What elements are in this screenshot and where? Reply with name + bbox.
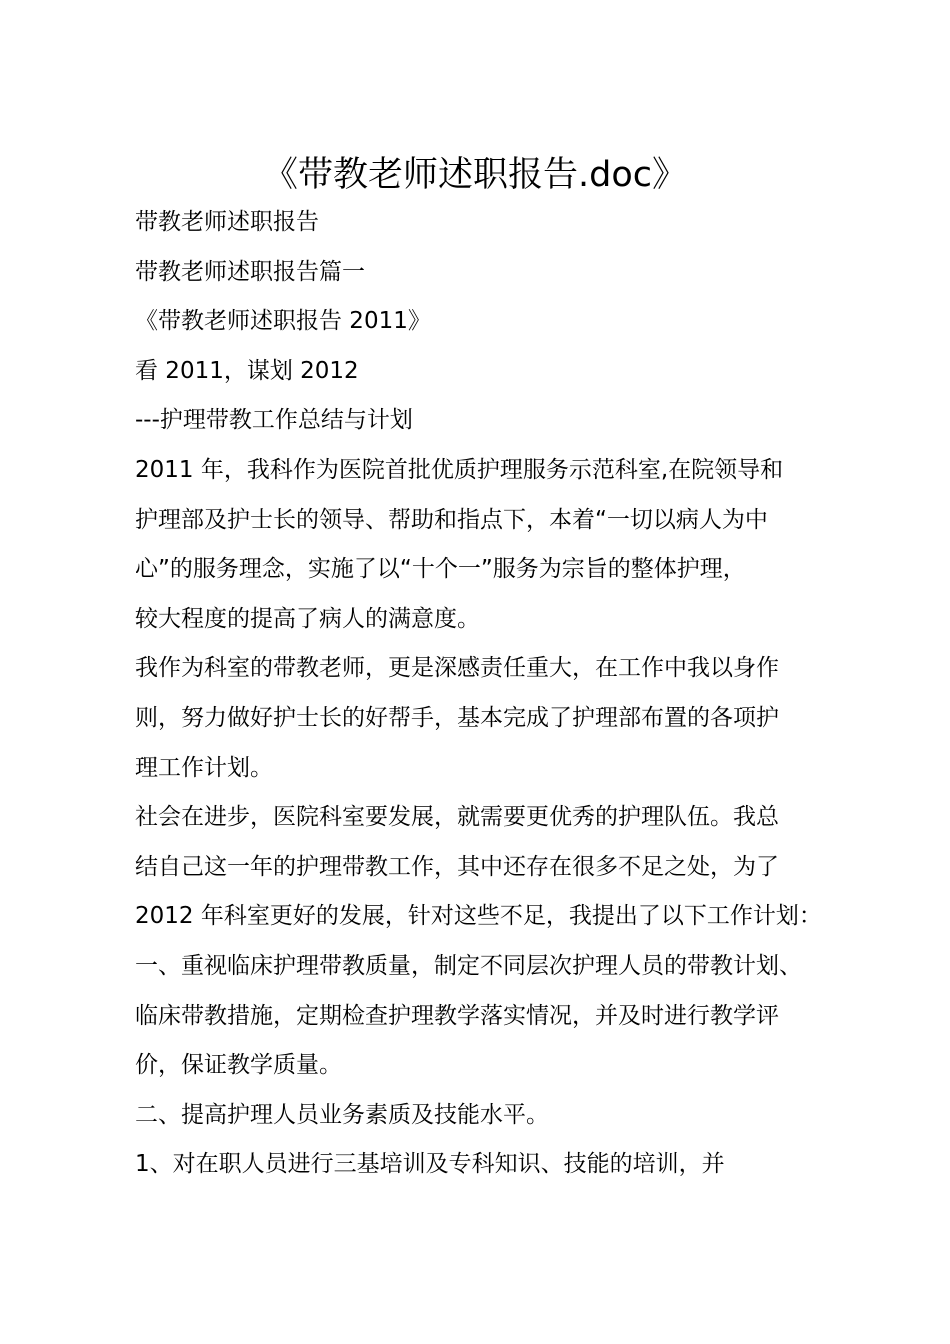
text-line: 带教老师述职报告篇一	[135, 258, 365, 285]
text-line: 护理部及护士长的领导、帮助和指点下，本着“一切以病人为中	[135, 506, 768, 533]
text-line: 我作为科室的带教老师，更是深感责任重大，在工作中我以身作	[135, 655, 779, 682]
text-line: 价，保证教学质量。	[135, 1052, 342, 1079]
text-line: 二、提高护理人员业务素质及技能水平。	[135, 1101, 549, 1128]
text-line: 带教老师述职报告	[135, 209, 319, 235]
text-line: 心”的服务理念，实施了以“十个一”服务为宗旨的整体护理，	[135, 556, 746, 583]
text-line: 社会在进步，医院科室要发展，就需要更优秀的护理队伍。我总	[135, 804, 779, 831]
text-line: 结自己这一年的护理带教工作，其中还存在很多不足之处，为了	[135, 853, 779, 880]
text-line: 《带教老师述职报告 2011》	[135, 308, 431, 335]
text-line: 理工作计划。	[135, 754, 273, 781]
text-line: 2012 年科室更好的发展，针对这些不足，我提出了以下工作计划：	[135, 903, 822, 930]
document-title: 《带教老师述职报告.doc》	[263, 155, 687, 195]
text-line: 1、对在职人员进行三基培训及专科知识、技能的培训，并	[135, 1151, 725, 1178]
text-line: 则，努力做好护士长的好帮手，基本完成了护理部布置的各项护	[135, 704, 779, 731]
text-line: 临床带教措施，定期检查护理教学落实情况，并及时进行教学评	[135, 1002, 779, 1029]
text-line: 较大程度的提高了病人的满意度。	[135, 605, 480, 632]
document-body	[135, 198, 855, 1190]
text-line: 一、重视临床护理带教质量，制定不同层次护理人员的带教计划、	[135, 952, 802, 979]
text-line: 看 2011，谋划 2012	[135, 357, 359, 384]
text-line: ---护理带教工作总结与计划	[135, 407, 413, 434]
text-line: 2011 年，我科作为医院首批优质护理服务示范科室,在院领导和	[135, 456, 784, 483]
